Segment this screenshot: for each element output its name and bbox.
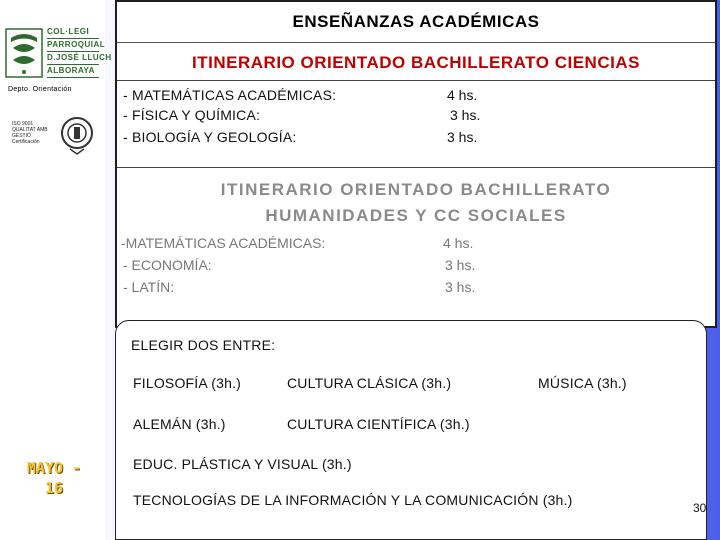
date-month: MAYO - — [26, 459, 82, 477]
left-column — [0, 0, 112, 540]
elective-option: CULTURA CIENTÍFICA (3h.) — [287, 416, 470, 432]
school-name-line: ALBORAYA — [47, 65, 99, 78]
main-content-frame — [115, 0, 717, 328]
school-name — [47, 26, 112, 78]
ciencias-heading: ITINERARIO ORIENTADO BACHILLERATO CIENCIAS — [192, 53, 640, 72]
school-name-line: D.JOSÉ LLUCH — [47, 52, 99, 65]
school-logo — [3, 22, 112, 84]
elective-option: TECNOLOGÍAS DE LA INFORMACIÓN Y LA COMUNICACIÓN (3h.) — [133, 492, 573, 508]
date-label — [14, 458, 94, 498]
date-year: 16 — [44, 479, 64, 497]
department-label: Depto. Orientación — [8, 86, 72, 93]
subject-hours: 3 hs. — [445, 279, 476, 295]
humanidades-heading-line: ITINERARIO ORIENTADO BACHILLERATO — [220, 180, 612, 199]
title-divider — [117, 42, 715, 43]
subject-name: - BIOLOGÍA Y GEOLOGÍA: — [123, 129, 297, 145]
elective-heading: ELEGIR DOS ENTRE: — [131, 337, 276, 353]
elective-option: ALEMÁN (3h.) — [133, 416, 226, 432]
elective-option: MÚSICA (3h.) — [538, 375, 627, 391]
page-title: ENSEÑANZAS ACADÉMICAS — [292, 12, 540, 31]
subject-name: -MATEMÁTICAS ACADÉMICAS: — [121, 235, 326, 251]
elective-option: CULTURA CLÁSICA (3h.) — [287, 375, 452, 391]
school-name-line: COL·LEGI — [47, 26, 99, 39]
subject-hours: 3 hs. — [450, 107, 481, 123]
subject-hours: 3 hs. — [445, 257, 476, 273]
elective-options-box — [115, 320, 707, 540]
elective-option: EDUC. PLÁSTICA Y VISUAL (3h.) — [133, 456, 352, 472]
page-number: 30 — [693, 501, 707, 515]
subject-name: - MATEMÁTICAS ACADÉMICAS: — [123, 87, 337, 103]
subject-hours: 4 hs. — [443, 235, 474, 251]
subject-name: - LATÍN: — [123, 279, 175, 295]
humanidades-heading — [117, 177, 715, 229]
subject-name: - FÍSICA Y QUÍMICA: — [123, 107, 261, 123]
certification-seal-icon — [60, 115, 94, 155]
humanidades-heading-line: HUMANIDADES Y CC SOCIALES — [265, 206, 567, 225]
subject-hours: 4 hs. — [447, 87, 478, 103]
certification-logo — [8, 107, 98, 161]
certification-text: ISO 9001 QUALITAT AMB GESTIÓ Certificación — [12, 121, 48, 145]
school-name-line: PARROQUIAL — [47, 39, 99, 52]
subject-hours: 3 hs. — [447, 129, 478, 145]
elective-option: FILOSOFÍA (3h.) — [133, 375, 242, 391]
school-emblem-icon — [5, 28, 43, 78]
subject-name: - ECONOMÍA: — [123, 257, 212, 273]
humanidades-subjects-panel — [117, 232, 715, 328]
ciencias-subjects-panel — [117, 80, 715, 168]
